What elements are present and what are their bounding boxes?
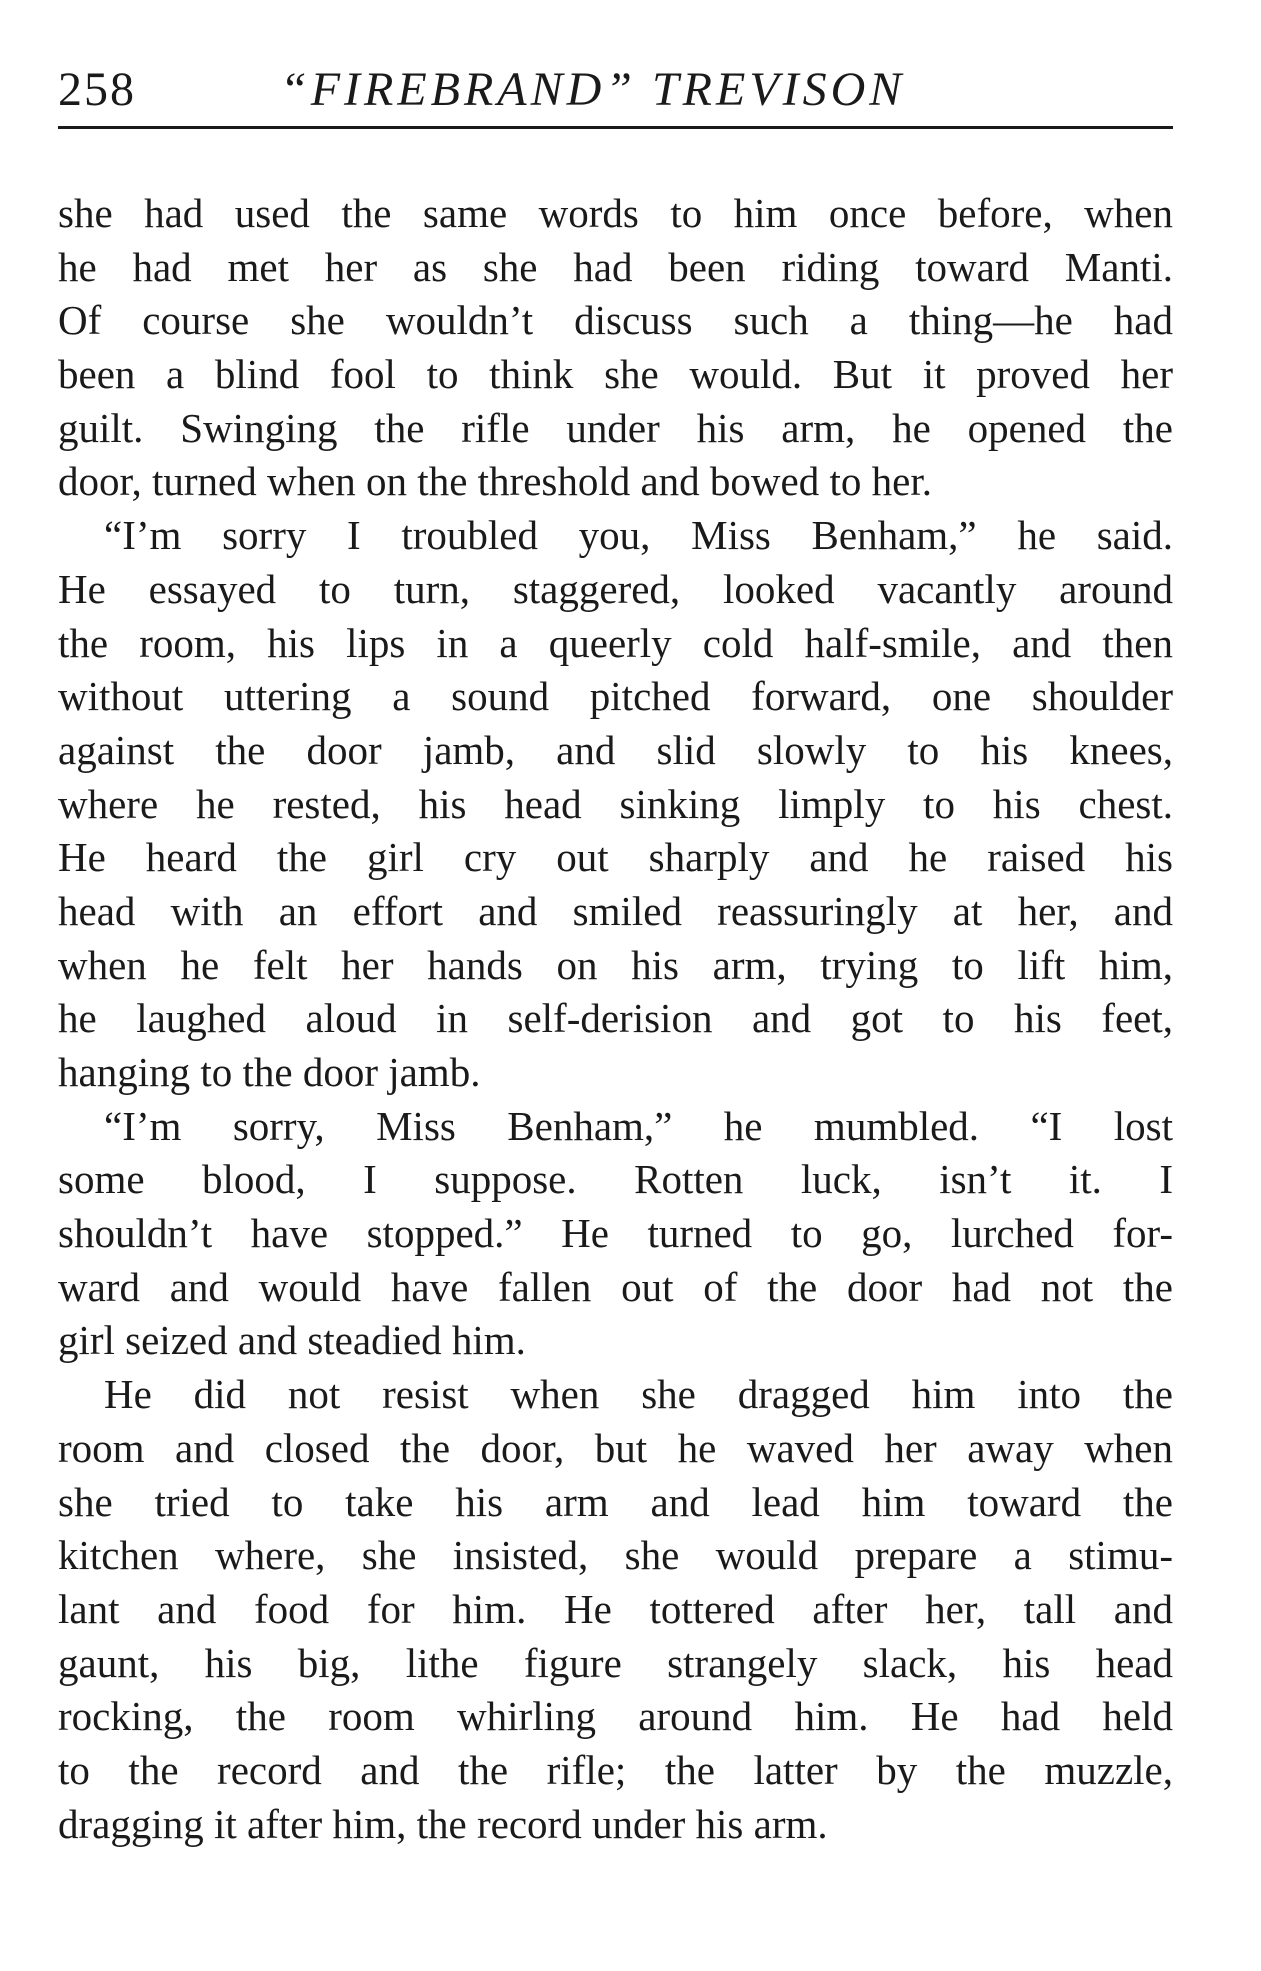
text-line: room and closed the door, but he waved her away when	[58, 1424, 1173, 1471]
text-line: gaunt, his big, lithe figure strangely slack, his head	[58, 1639, 1173, 1686]
text-line: he had met her as she had been riding toward Manti.	[58, 243, 1173, 290]
text-line: Of course she wouldn’t discuss such a thing—he had	[58, 297, 1173, 344]
text-line: “I’m sorry, Miss Benham,” he mumbled. “I lost	[104, 1102, 1173, 1149]
text-line: to the record and the rifle; the latter by the muzzle,	[58, 1746, 1173, 1793]
text-line: where he rested, his head sinking limply to his chest.	[58, 780, 1173, 827]
running-head	[58, 62, 1173, 124]
text-line: against the door jamb, and slid slowly to his knees,	[58, 726, 1173, 773]
text-line: when he felt her hands on his arm, trying to lift him,	[58, 941, 1173, 988]
text-line: dragging it after him, the record under his arm.	[58, 1800, 828, 1847]
running-title: “FIREBRAND” TREVISON	[280, 63, 906, 116]
text-line: head with an effort and smiled reassuringly at her, and	[58, 887, 1173, 934]
text-line: ward and would have fallen out of the door had not the	[58, 1263, 1173, 1310]
text-line: hanging to the door jamb.	[58, 1049, 481, 1095]
text-line: He heard the girl cry out sharply and he raised his	[58, 834, 1173, 881]
text-line: the room, his lips in a queerly cold half-smile, and then	[58, 619, 1173, 666]
text-line: He essayed to turn, staggered, looked vacantly around	[58, 565, 1173, 612]
text-line: shouldn’t have stopped.” He turned to go, lurched for-	[58, 1210, 1173, 1257]
text-line: door, turned when on the threshold and bowed to her.	[58, 458, 932, 505]
text-line: guilt. Swinging the rifle under his arm, he opened the	[58, 404, 1173, 451]
text-line: some blood, I suppose. Rotten luck, isn’t it. I	[58, 1156, 1173, 1203]
text-line: rocking, the room whirling around him. He had held	[58, 1693, 1173, 1740]
text-line: without uttering a sound pitched forward, one shoulder	[58, 673, 1173, 720]
text-line: she had used the same words to him once before, when	[58, 190, 1173, 236]
text-line: He did not resist when she dragged him into the	[104, 1371, 1173, 1418]
text-line: lant and food for him. He tottered after her, tall and	[58, 1585, 1173, 1632]
page-number: 258	[58, 63, 136, 116]
body-text	[58, 187, 1173, 1851]
text-line: “I’m sorry I troubled you, Miss Benham,” he said.	[104, 512, 1173, 559]
text-line: he laughed aloud in self-derision and got to his feet,	[58, 995, 1173, 1042]
text-line: girl seized and steadied him.	[58, 1317, 526, 1364]
text-line: she tried to take his arm and lead him toward the	[58, 1478, 1173, 1525]
text-line: kitchen where, she insisted, she would prepare a stimu-	[58, 1532, 1173, 1579]
text-line: been a blind fool to think she would. But it proved her	[58, 351, 1173, 398]
header-rule	[58, 126, 1173, 129]
